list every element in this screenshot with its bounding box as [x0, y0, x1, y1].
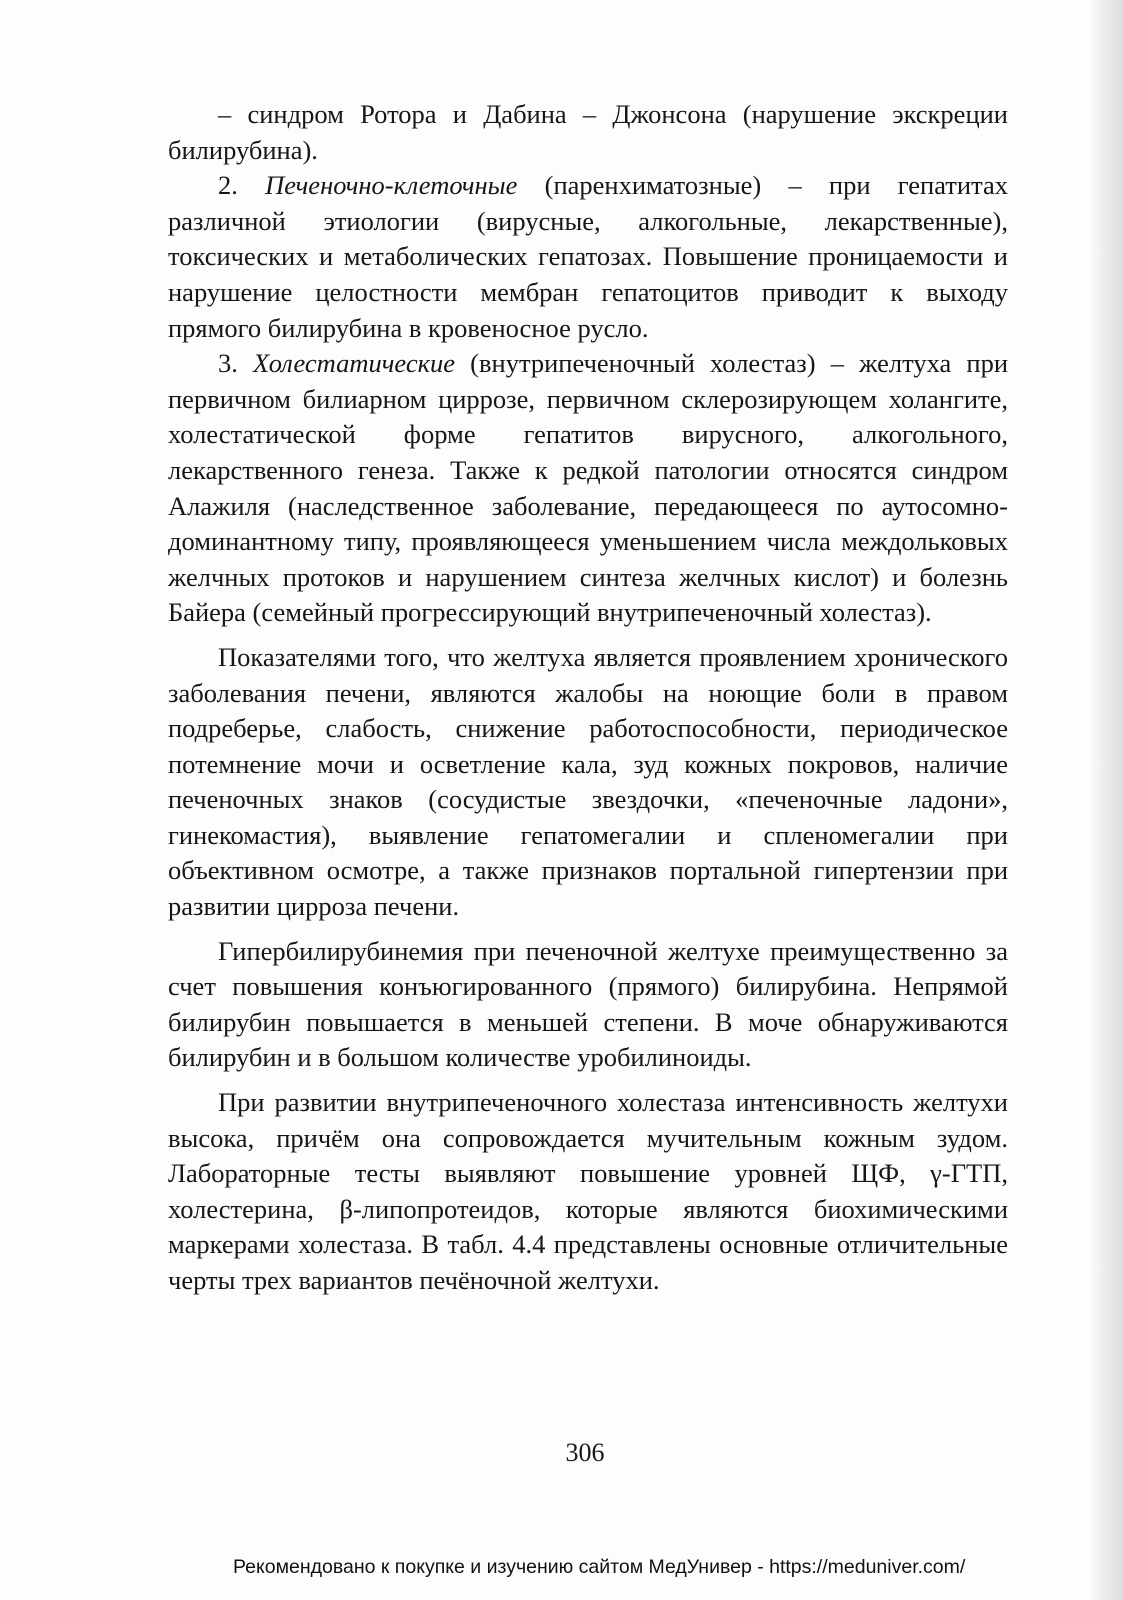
paragraph-text: (паренхиматозные) – при гепатитах различной этиологии (вирусные, алкогольные, лекарственные), токсических и метаболических гепатозах. Повышение проницаемости и нарушение целостности мембран гепатоцитов приводит к выходу прямого билирубина в кровеносное русло.: [168, 170, 1008, 343]
term-italic: Холестатические: [253, 348, 456, 379]
paragraph-hepatocellular: [168, 168, 1008, 346]
page-body: [168, 97, 1008, 1299]
footer-watermark: Рекомендовано к покупке и изучению сайтом МедУнивер - https://meduniver.com/: [233, 1556, 966, 1578]
paragraph-hyperbilirubinemia: [168, 934, 1008, 1076]
page-number: 306: [565, 1438, 605, 1467]
term-italic: Печеночно-клеточные: [265, 170, 518, 201]
paragraph-cholestatic: [168, 346, 1008, 631]
list-number: 3.: [218, 348, 254, 379]
paragraph-text: Показателями того, что желтуха является проявлением хронического заболевания печени, являются жалобы на ноющие боли в правом подреберье, слабость, снижение работоспособности, периодическое потемнение мочи и осветление кала, зуд кожных покровов, наличие печеночных знаков (сосудистые звездочки, «печеночные ладони», гинекомастия), выявление гепатомегалии и спленомегалии при объективном осмотре, а также признаков портальной гипертензии при развитии цирроза печени.: [168, 641, 1008, 922]
paragraph-text: Гипербилирубинемия при печеночной желтухе преимущественно за счет повышения конъюгированного (прямого) билирубина. Непрямой билирубин повышается в меньшей степени. В моче обнаруживаются билирубин и в большом количестве уробилиноиды.: [168, 935, 1008, 1073]
paragraph-chronic-indicators: [168, 640, 1008, 925]
list-number: 2.: [218, 170, 266, 201]
paragraph-rotor-syndrome: [168, 97, 1008, 168]
paragraph-intrahepatic-cholestasis: [168, 1085, 1008, 1299]
paragraph-text: – синдром Ротора и Дабина – Джонсона (нарушение экскреции билирубина).: [168, 99, 1008, 165]
page-edge-shadow: [1089, 0, 1123, 1600]
paragraph-text: При развитии внутрипеченочного холестаза интенсивность желтухи высока, причём она сопровождается мучительным кожным зудом. Лабораторные тесты выявляют повышение уровней ЩФ, γ-ГТП, холестерина, β-липопротеидов, которые являются биохимическими маркерами холестаза. В табл. 4.4 представлены основные отличительные черты трех вариантов печёночной желтухи.: [168, 1087, 1008, 1295]
paragraph-text: (внутрипеченочный холестаз) – желтуха при первичном билиарном циррозе, первичном склерозирующем холангите, холестатической форме гепатитов вирусного, алкогольного, лекарственного генеза. Также к редкой патологии относятся синдром Алажиля (наследственное заболевание, передающееся по аутосомно-доминантному типу, проявляющееся уменьшением числа междольковых желчных протоков и нарушением синтеза желчных кислот) и болезнь Байера (семейный прогрессирующий внутрипеченочный холестаз).: [168, 348, 1009, 628]
